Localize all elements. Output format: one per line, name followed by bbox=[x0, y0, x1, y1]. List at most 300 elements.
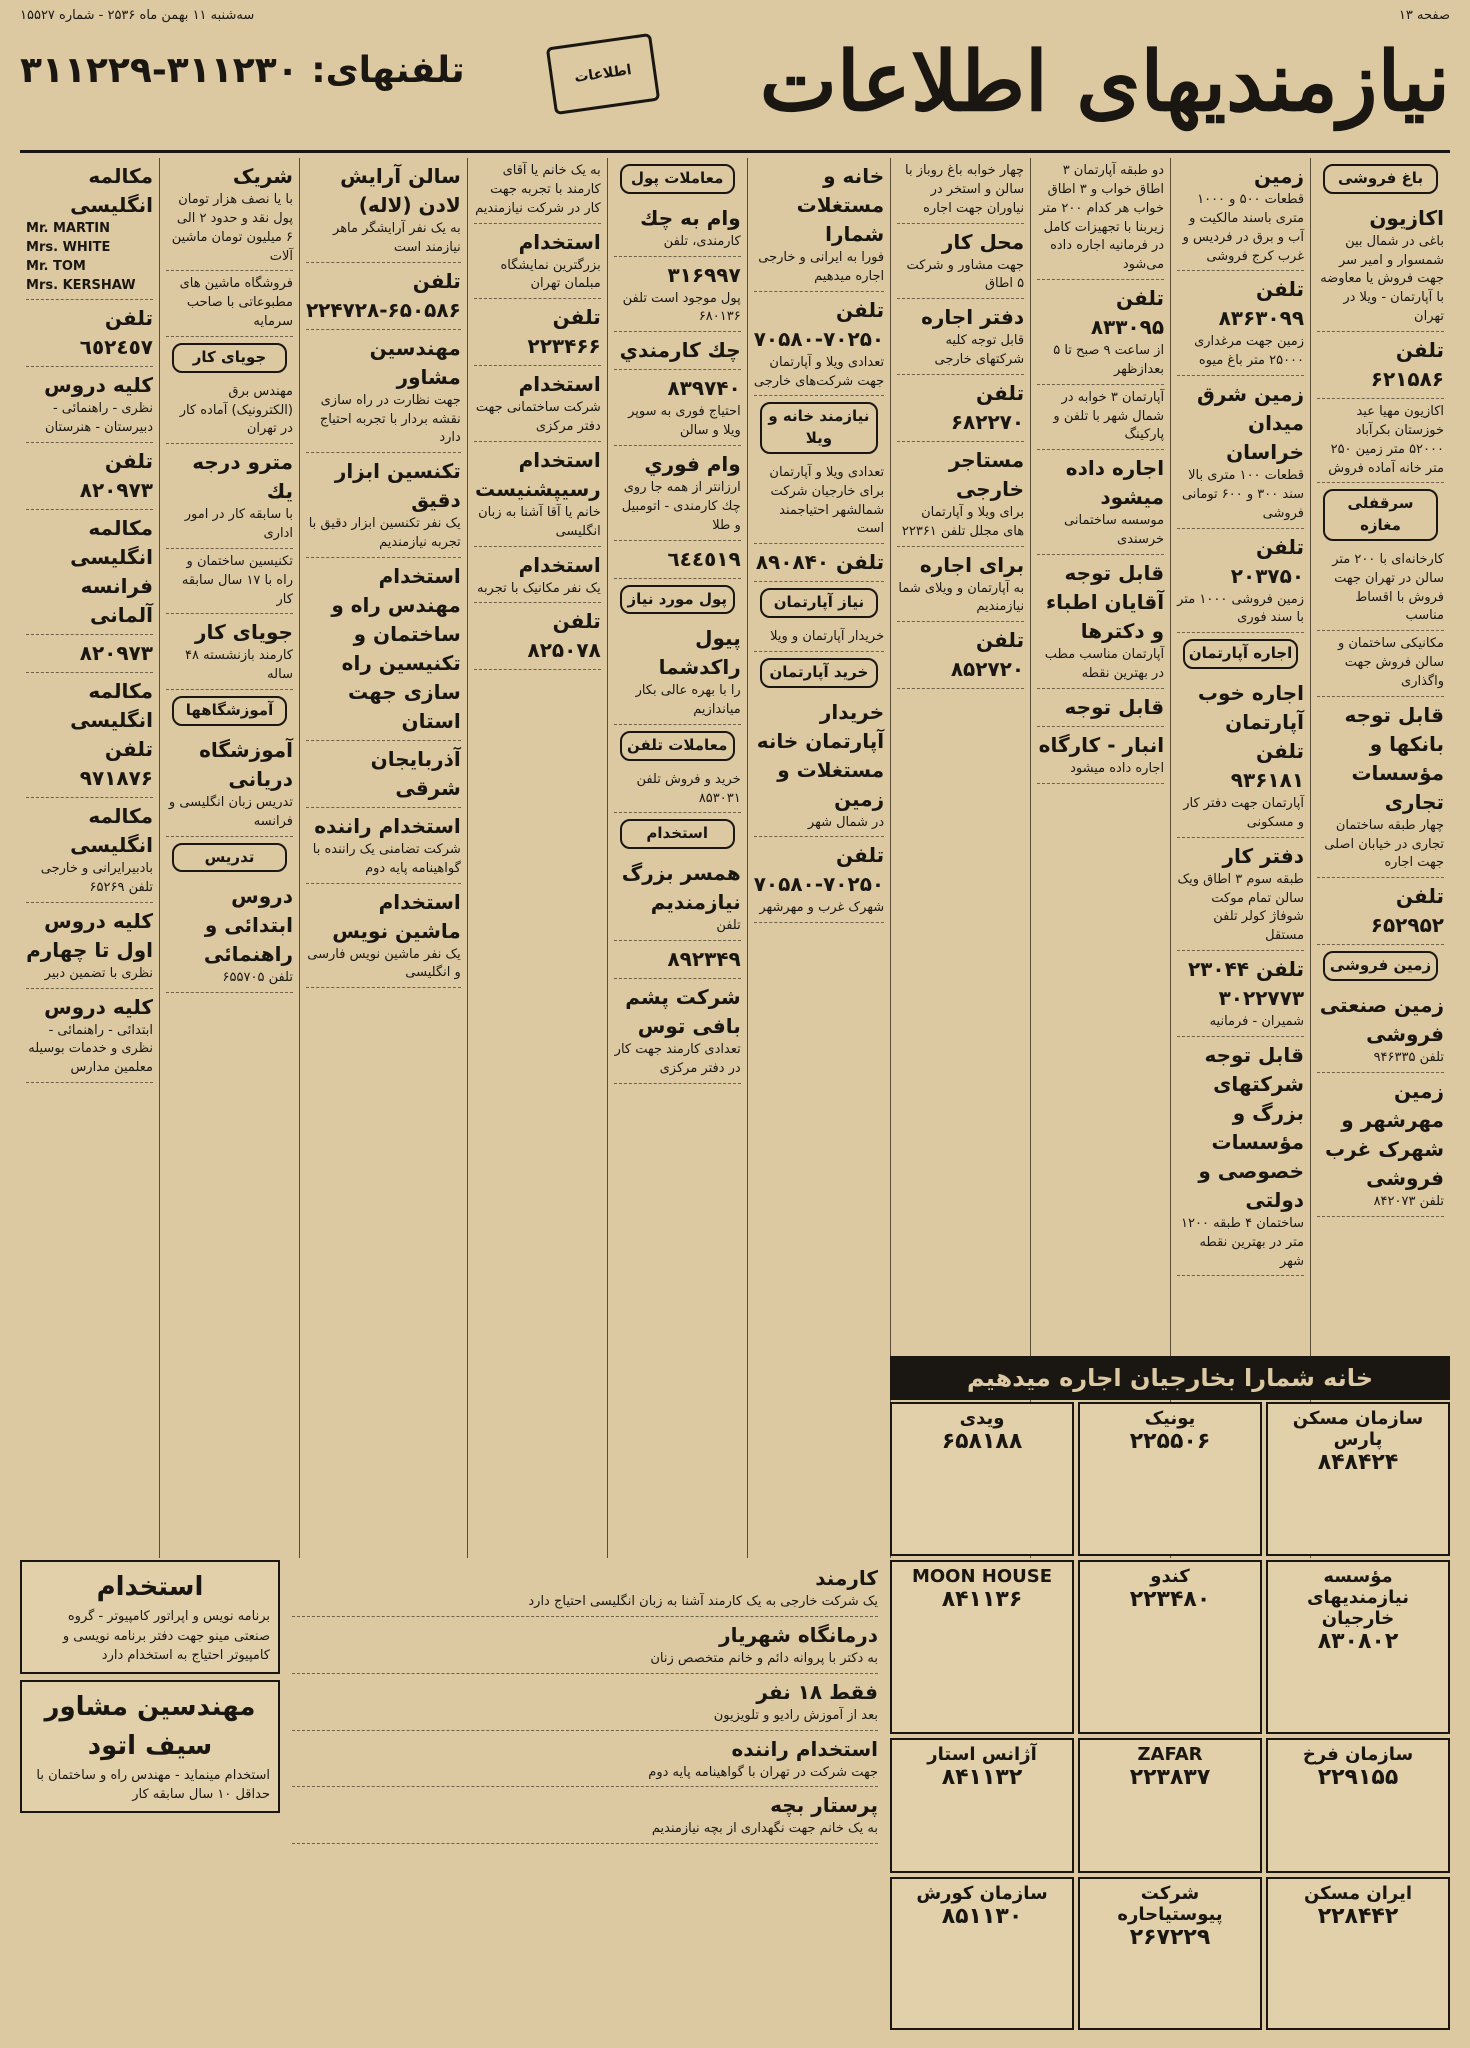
ad-headline: مكالمه انگلیسی تلفن ۹۷۱۸۷۶ bbox=[70, 679, 153, 791]
ad-body: فروشگاه ماشین های مطبوعاتی با صاحب سرمایه bbox=[179, 276, 293, 330]
ad-headline: تلفن ۶۸۲۲۷۰ bbox=[950, 380, 1025, 434]
classified-ad bbox=[897, 375, 1024, 442]
classified-ad bbox=[474, 224, 601, 300]
ad-body: ارزانتر از همه جا روی چك كارمندی - اتومبیل و طلا bbox=[621, 479, 741, 533]
ad-body: نظری - راهنمائی - دبیرستان - هنرستان bbox=[44, 401, 153, 436]
classified-ad bbox=[614, 941, 741, 979]
ad-body: یک نفر مکانیک با تجربه bbox=[476, 580, 601, 596]
agency-phone: ۸۴۱۱۳۲ bbox=[941, 1765, 1023, 1790]
ad-headline: زمین مهرشهر و شهرک غرب فروشی bbox=[1325, 1078, 1444, 1190]
ad-body: به یک نفر آرایشگر ماهر نیازمند است bbox=[333, 221, 461, 255]
classified-ad bbox=[26, 989, 153, 1084]
classified-ad bbox=[474, 299, 601, 366]
ad-headline: اجاره خوب آپارتمان تلفن ۹۳۶۱۸۱ bbox=[1197, 681, 1305, 793]
agency-ad bbox=[1266, 1560, 1450, 1735]
boxed-ad bbox=[20, 1680, 280, 1813]
classified-ad bbox=[306, 884, 461, 989]
agency-phone: ۸۴۸۴۲۴ bbox=[1317, 1450, 1399, 1475]
ad-body: به یک خانم یا آقای کارمند با تجربه جهت کار در شرکت نیازمندیم bbox=[475, 163, 601, 216]
section-heading: زمین فروشی bbox=[1323, 951, 1438, 981]
classified-ad bbox=[1317, 547, 1444, 631]
classified-ad bbox=[1177, 1037, 1304, 1277]
ad-headline: آموزشگاه دریانی bbox=[199, 737, 293, 791]
classified-columns bbox=[20, 158, 1450, 1558]
classified-ad bbox=[1177, 838, 1304, 951]
boxed-ad-body: استخدام مینماید - مهندس راه و ساختمان با حداقل ۱۰ سال سابقه کار bbox=[36, 1767, 270, 1802]
classified-ad bbox=[306, 558, 461, 741]
classified-ad bbox=[166, 614, 293, 690]
classified-ad bbox=[754, 544, 884, 582]
ad-headline: کلیه دروس bbox=[44, 373, 153, 398]
classified-ad bbox=[1177, 376, 1304, 529]
classified-ad bbox=[1037, 727, 1164, 784]
classified-ad bbox=[26, 443, 153, 510]
section-heading: نیازمند خانه و ویلا bbox=[760, 402, 878, 454]
masthead-phones bbox=[20, 50, 465, 91]
agency-ad bbox=[890, 1877, 1074, 2031]
ad-headline: استخدام رسیپشنیست bbox=[475, 447, 601, 501]
classified-ad bbox=[614, 257, 741, 333]
ad-body: جهت شرکت در تهران با گواهینامه پایه دوم bbox=[648, 1764, 878, 1780]
ad-body: آپارتمان ۳ خوابه در شمال شهر با تلفن و پارکینگ bbox=[1053, 389, 1165, 443]
agency-phone: ۲۲۳۴۸۰ bbox=[1129, 1586, 1211, 1612]
classified-ad bbox=[474, 603, 601, 670]
classified-ad bbox=[614, 855, 741, 941]
classified-ad bbox=[292, 1787, 878, 1844]
ad-headline: تلفن ۸۳۳۰۹۵ bbox=[1090, 286, 1165, 340]
section-heading: استخدام bbox=[620, 819, 735, 849]
agency-ad bbox=[1078, 1738, 1262, 1873]
masthead-title: نیازمندیهای اطلاعات bbox=[759, 34, 1450, 130]
agency-name: یونیک bbox=[1144, 1408, 1196, 1429]
agency-phone: ۲۲۵۵۰۶ bbox=[1129, 1429, 1211, 1454]
agency-phone: ۸۳۰۸۰۲ bbox=[1317, 1628, 1399, 1654]
ad-headline: تلفن ٦٥٢٤٥٧ bbox=[79, 306, 153, 360]
ad-headline: استخدام راننده bbox=[731, 1736, 878, 1761]
ad-headline: ۳۱۶۹۹۷ bbox=[667, 262, 741, 287]
agency-ad bbox=[1266, 1738, 1450, 1873]
section-heading: جویای کار bbox=[172, 343, 287, 373]
ad-headline: تلفن ۲۲۳۴۶۶ bbox=[527, 305, 601, 359]
ad-body: خریدار آپارتمان و ویلا bbox=[770, 629, 885, 644]
classified-ad bbox=[614, 200, 741, 257]
lower-left-ads bbox=[20, 1560, 280, 2030]
ad-body: نظری با تضمین دبیر bbox=[44, 965, 153, 981]
section-heading: اجاره آپارتمان bbox=[1183, 639, 1298, 669]
classified-ad bbox=[614, 446, 741, 541]
ad-body: تلفن ۸۴۲۰۷۳ bbox=[1373, 1193, 1444, 1209]
ad-headline: وام به چك bbox=[640, 205, 741, 230]
agency-phone: ۲۲۸۴۴۲ bbox=[1317, 1903, 1399, 1929]
agency-ad bbox=[1078, 1402, 1262, 1556]
lower-column bbox=[286, 1560, 884, 2030]
ad-headline: قابل توجه بانکها و مؤسسات تجاری bbox=[1344, 702, 1444, 814]
agency-ad bbox=[890, 1738, 1074, 1873]
ad-headline: تکنسین ابزار دقیق bbox=[334, 459, 461, 513]
boxed-ad-title: مهندسین مشاور سیف اتود bbox=[44, 1691, 256, 1761]
classified-ad bbox=[474, 366, 601, 442]
ad-headline: استخدام bbox=[518, 229, 601, 254]
ad-headline: سالن آرایش لادن (لاله) bbox=[340, 164, 461, 217]
classified-ad bbox=[1317, 697, 1444, 879]
ad-body: با یا نصف هزار تومان پول نقد و حدود ۲ الی ۶ میلیون تومان ماشین آلات bbox=[171, 192, 293, 264]
classified-ad bbox=[1037, 158, 1164, 280]
ad-headline: کارمند bbox=[815, 1566, 878, 1590]
phone-label: تلفنهای: bbox=[311, 50, 465, 91]
section-heading: سرقفلی مغازه bbox=[1323, 489, 1438, 541]
classified-ad bbox=[1177, 675, 1304, 838]
ad-body: اکازیون مهیا عید خوزستان بکرآباد ۵۲۰۰۰ متر زمین ۲۵۰ متر خانه آماده فروش bbox=[1328, 403, 1444, 476]
ad-headline: پرستار بچه bbox=[770, 1793, 878, 1818]
classified-ad bbox=[166, 444, 293, 549]
rental-banner: خانه شمارا بخارجیان اجاره میدهیم bbox=[890, 1356, 1450, 1400]
ad-body: شهرک غرب و مهرشهر bbox=[759, 900, 885, 916]
ad-body: شمیران - فرمانیه bbox=[1209, 1014, 1305, 1030]
ad-headline: استخدام راننده bbox=[314, 813, 461, 838]
classified-ad bbox=[897, 224, 1024, 300]
classified-ad bbox=[1177, 271, 1304, 376]
classified-ad bbox=[166, 158, 293, 271]
ad-body: به یک خانم جهت نگهداری از بچه نیازمندیم bbox=[651, 1821, 878, 1837]
classified-ad bbox=[1317, 878, 1444, 945]
classified-ad bbox=[1317, 399, 1444, 483]
ad-headline: قابل توجه bbox=[1064, 694, 1165, 719]
ad-headline: تلفن ۸۲۰۹۷۳ bbox=[79, 449, 153, 503]
section-heading: پول مورد نیاز bbox=[620, 585, 735, 615]
classified-ad bbox=[614, 332, 741, 370]
classified-ad bbox=[166, 271, 293, 337]
classified-ad bbox=[474, 158, 601, 224]
agency-ads-grid bbox=[890, 1402, 1450, 2030]
classified-ad bbox=[1177, 951, 1304, 1037]
classified-ad bbox=[1037, 385, 1164, 451]
classified-ad bbox=[306, 158, 461, 263]
agency-phone: ۶۵۸۱۸۸ bbox=[941, 1429, 1023, 1454]
ad-body: طبقه سوم ۳ اطاق ویک سالن تمام موکت شوفاژ کولر تلفن مستقل bbox=[1177, 871, 1305, 944]
classified-ad bbox=[306, 808, 461, 884]
ad-headline: استخدام bbox=[518, 372, 601, 397]
ad-headline: ۸۳۹۷۴۰ bbox=[667, 376, 741, 401]
agency-name: شرکت پیوستیاحاره bbox=[1117, 1882, 1223, 1925]
ad-body: قطعات ۵۰۰ و ۱۰۰۰ متری باسند مالکیت و آب و برق در فردیس و غرب کرج فروشی bbox=[1182, 192, 1305, 264]
ad-body: کارمندی، تلفن bbox=[663, 233, 741, 249]
agency-phone: ۸۵۱۱۳۰ bbox=[941, 1903, 1023, 1929]
column-6 bbox=[607, 158, 747, 1558]
classified-ad bbox=[306, 330, 461, 454]
classified-ad bbox=[754, 624, 884, 652]
classified-ad bbox=[614, 541, 741, 579]
column-10 bbox=[20, 158, 159, 1558]
ad-headline: خانه و مستغلات شمارا bbox=[796, 164, 885, 246]
classified-ad bbox=[897, 299, 1024, 375]
ad-headline: تلفن ۶۲۱۵۸۶ bbox=[1370, 337, 1444, 391]
boxed-ad-title: استخدام bbox=[96, 1572, 204, 1602]
ad-body: موسسه ساختمانی خرسندی bbox=[1064, 513, 1165, 548]
ad-body: زمین جهت مرغداری ۲۵۰۰۰ متر باغ میوه bbox=[1194, 334, 1305, 369]
masthead bbox=[20, 32, 1450, 153]
agency-name: کندو bbox=[1150, 1565, 1190, 1587]
ad-headline: تلفن ۸۹۰۸۴۰ bbox=[755, 550, 885, 575]
ad-body: مهندس برق (الکترونیک) آماده کار در تهران bbox=[179, 383, 293, 437]
agency-ad bbox=[1266, 1877, 1450, 2031]
classified-ad bbox=[26, 903, 153, 989]
column-7 bbox=[467, 158, 607, 1558]
section-heading: معاملات تلفن bbox=[620, 731, 735, 761]
ad-body: ابتدائی - راهنمائی - نظری و خدمات بوسیله معلمین مدارس bbox=[28, 1022, 153, 1076]
ad-body: زمین فروشی ۱۰۰۰ متر با سند فوری bbox=[1177, 591, 1305, 626]
ad-body: بعد از آموزش رادیو و تلویزیون bbox=[713, 1707, 878, 1723]
ad-headline: تلفن ۲۰۳۷۵۰ bbox=[1230, 534, 1305, 588]
ad-headline: تلفن ۲۳۰۴۴ ۳۰۲۲۷۷۳ bbox=[1187, 957, 1305, 1011]
classified-ad bbox=[897, 158, 1024, 224]
classified-ad bbox=[614, 979, 741, 1084]
classified-ad bbox=[306, 453, 461, 558]
ad-headline: ٦٤٤٥١٩ bbox=[667, 546, 741, 571]
ad-body: در شمال شهر bbox=[807, 814, 885, 830]
ad-latin-line: Mr. MARTIN bbox=[26, 221, 110, 236]
ad-headline: انبار - کارگاه bbox=[1038, 732, 1165, 757]
ad-body: تلفن bbox=[716, 918, 741, 934]
ad-headline: درمانگاه شهریار bbox=[719, 1622, 878, 1647]
agency-ad bbox=[890, 1560, 1074, 1735]
classified-ad bbox=[292, 1731, 878, 1788]
agency-name: ZAFAR bbox=[1137, 1744, 1203, 1765]
date-line: سه‌شنبه ۱۱ بهمن ماه ۲۵۳۶ - شماره ۱۵۵۲۷ bbox=[20, 7, 255, 23]
agency-phone: ۲۶۷۲۲۹ bbox=[1129, 1924, 1211, 1950]
ad-body: یک نفر تکنسین ابزار دقیق با تجربه نیازمندیم bbox=[308, 516, 461, 551]
ad-body: تعدادی کارمند جهت کار در دفتر مرکزی bbox=[614, 1041, 741, 1076]
section-heading: نیاز آپارتمان bbox=[760, 588, 878, 618]
ad-body: با سابقه کار در امور اداری bbox=[184, 507, 293, 542]
ad-body: پول موجود است تلفن ۶۸۰۱۳۶ bbox=[622, 290, 741, 325]
agency-ad bbox=[1266, 1402, 1450, 1556]
classified-ad bbox=[614, 620, 741, 725]
classified-ad bbox=[1037, 689, 1164, 727]
classified-ad bbox=[306, 741, 461, 808]
classified-ad bbox=[754, 837, 884, 923]
classified-ad bbox=[166, 878, 293, 993]
ad-headline: قابل توجه شرکتهای بزرگ و مؤسسات خصوصی و دولتی bbox=[1198, 1042, 1305, 1212]
masthead-logo: اطلاعات bbox=[546, 33, 660, 115]
classified-ad bbox=[1317, 1073, 1444, 1217]
agency-name: ایران مسکن bbox=[1303, 1882, 1413, 1904]
ad-headline: محل کار bbox=[941, 229, 1025, 254]
ad-headline: مكالمه انگلیسی bbox=[70, 164, 153, 217]
ad-body: یک نفر ماشین نویس فارسی و انگلیسی bbox=[307, 946, 461, 981]
ad-body: آپارتمان جهت دفتر کار و مسکونی bbox=[1183, 796, 1305, 830]
section-heading: تدریس bbox=[172, 843, 287, 873]
ad-body: به دکتر با پروانه دائم و خانم متخصص زنان bbox=[650, 1650, 878, 1666]
section-heading: آموزشگاهها bbox=[172, 696, 287, 726]
ad-body: اجاره داده میشود bbox=[1070, 760, 1165, 776]
classified-ad bbox=[1177, 158, 1304, 271]
classified-ad bbox=[474, 547, 601, 604]
classified-ad bbox=[1317, 631, 1444, 697]
ad-headline: آذربایجان شرقی bbox=[370, 746, 461, 800]
agency-name: MOON HOUSE bbox=[911, 1565, 1053, 1587]
top-strip bbox=[20, 4, 1450, 26]
ad-headline: تلفن ۷۰۲۵۰-۷۰۵۸۰ bbox=[753, 843, 885, 897]
ad-headline: چك كارمندي bbox=[619, 338, 741, 363]
ad-body: قابل توجه کلیه شرکتهای خارجی bbox=[934, 333, 1025, 368]
ad-body: آپارتمان مناسب مطب در بهترین نقطه bbox=[1044, 646, 1165, 681]
ad-headline: زمین شرق میدان خراسان bbox=[1197, 382, 1305, 465]
ad-body: بزرگترین نمایشگاه مبلمان تهران bbox=[500, 257, 601, 292]
ad-body: خانم یا آقا آشنا به زبان انگلیسی bbox=[478, 504, 601, 539]
ad-body: قطعات ۱۰۰ متری بالا سند ۳۰۰ و ۶۰۰ تومانی فروشی bbox=[1181, 468, 1305, 521]
classified-ad bbox=[26, 367, 153, 443]
ad-body: کارمند بازنشسته ۴۸ ساله bbox=[185, 648, 293, 683]
agency-ad bbox=[1078, 1560, 1262, 1735]
classified-ad bbox=[614, 767, 741, 814]
classified-ad bbox=[474, 442, 601, 547]
ad-headline: وام فوري bbox=[644, 451, 741, 476]
page-label: صفحه ۱۳ bbox=[1398, 7, 1450, 23]
ad-body: فورا به ایرانی و خارجی اجاره میدهیم bbox=[758, 250, 885, 284]
ad-headline: مكالمه انگلیسی bbox=[70, 804, 153, 858]
ad-body: تعدادی ویلا و آپارتمان جهت شرکت‌های خارجی bbox=[753, 354, 885, 389]
ad-body: دو طبقه آپارتمان ۳ اطاق خواب و ۳ اطاق خواب هر کدام ۲۰۰ متر زیربنا با تجهیزات کامل در فرمانیه اجاره داده می‌شود bbox=[1039, 163, 1165, 273]
ad-body: تدریس زبان انگلیسی و فرانسه bbox=[168, 794, 293, 829]
ad-body: شرکت ساختمانی جهت دفتر مرکزی bbox=[475, 400, 601, 435]
agency-name: ویدی bbox=[959, 1408, 1005, 1429]
ad-headline: اکازیون bbox=[1369, 205, 1444, 230]
classified-ad bbox=[754, 694, 884, 838]
classified-ad bbox=[754, 292, 884, 397]
ad-latin-line: Mrs. KERSHAW bbox=[26, 277, 136, 293]
agency-ad bbox=[890, 1402, 1074, 1556]
column-8 bbox=[299, 158, 467, 1558]
column-2 bbox=[1170, 158, 1310, 1558]
ad-headline: كلیه دروس اول تا چهارم bbox=[26, 908, 153, 962]
column-3 bbox=[1030, 158, 1170, 1558]
classified-ad bbox=[26, 158, 153, 300]
agency-name: سازمان فرخ bbox=[1302, 1744, 1414, 1765]
ad-headline: برای اجاره bbox=[919, 552, 1025, 577]
ad-headline: قابل توجه آقایان اطباء و دکترها bbox=[1045, 560, 1165, 643]
ad-headline: همسر بزرگ نیازمندیم bbox=[621, 861, 741, 915]
classified-ad bbox=[26, 673, 153, 798]
agency-ad bbox=[1078, 1877, 1262, 2031]
ad-headline: استخدام bbox=[518, 552, 601, 577]
boxed-ad bbox=[20, 1560, 280, 1674]
column-5 bbox=[747, 158, 890, 1558]
classified-ad bbox=[26, 300, 153, 367]
ad-headline: تلفن ۸۵۲۷۲۰ bbox=[950, 628, 1025, 682]
classified-ad bbox=[1177, 529, 1304, 634]
ad-headline: تلفن ۶۵۰۵۸۶-۲۲۴۷۲۸ bbox=[305, 268, 461, 322]
ad-headline: دروس ابتدائی و راهنمائی bbox=[203, 884, 293, 967]
ad-headline: تلفن ۶۵۲۹۵۲ bbox=[1370, 884, 1444, 938]
ad-headline: دفتر اجاره bbox=[921, 305, 1025, 330]
ad-headline: تلفن ۸۲۵۰۷۸ bbox=[527, 609, 601, 663]
section-heading: خرید آپارتمان bbox=[760, 658, 878, 688]
classified-ad bbox=[1037, 280, 1164, 385]
ad-headline: تلفن ۷۰۲۵۰-۷۰۵۸۰ bbox=[753, 297, 885, 351]
ad-body: یک شرکت خارجی به یک کارمند آشنا به زبان انگلیسی احتیاج دارد bbox=[528, 1594, 878, 1609]
ad-body: تکنیسین ساختمان و راه با ۱۷ سال سابقه کار bbox=[181, 553, 293, 607]
section-heading: باغ فروشی bbox=[1323, 164, 1438, 194]
classified-ad bbox=[292, 1674, 878, 1731]
classified-ad bbox=[166, 549, 293, 615]
classified-ad bbox=[306, 263, 461, 330]
classified-ad bbox=[897, 622, 1024, 689]
ad-body: از ساعت ۹ صبح تا ۵ بعدازظهر bbox=[1053, 343, 1165, 377]
classified-ad bbox=[26, 635, 153, 673]
ad-body: جهت مشاور و شرکت ۵ اطاق bbox=[906, 257, 1025, 292]
ad-body: جهت نظارت در راه سازی نقشه بردار با تجربه احتیاج دارد bbox=[319, 392, 461, 446]
ad-headline: دفتر کار bbox=[1222, 843, 1305, 868]
column-4 bbox=[890, 158, 1030, 1558]
ad-body: باغی در شمال بین شمسوار و امیر سر جهت فروش یا معاوضه با آپارتمان - ویلا در تهران bbox=[1320, 233, 1444, 325]
ad-headline: مستاجر خارجی bbox=[948, 447, 1025, 501]
agency-name: سازمان مسکن پارس bbox=[1292, 1408, 1424, 1450]
ad-body: احتیاج فوری به سوپر ویلا و سالن bbox=[628, 404, 741, 439]
classified-ad bbox=[1317, 200, 1444, 332]
phone-numbers: ۳۱۱۲۳۰-۳۱۱۲۲۹ bbox=[20, 50, 299, 91]
ad-body: را با بهره عالی بکار میاندازیم bbox=[635, 683, 741, 718]
ad-headline: مهندسین مشاور bbox=[369, 335, 461, 389]
ad-headline: استخدام مهندس راه و ساختمان و تکنیسین راه سازی جهت استان bbox=[331, 563, 461, 733]
classified-ad bbox=[1317, 332, 1444, 399]
classified-ad bbox=[292, 1617, 878, 1674]
ad-body: خرید و فروش تلفن ۸۵۳۰۳۱ bbox=[636, 771, 741, 806]
column-1 bbox=[1310, 158, 1450, 1558]
ad-headline: خریدار آپارتمان خانه مستغلات و زمین bbox=[756, 699, 885, 811]
classified-ad bbox=[292, 1560, 878, 1617]
ad-body: به آپارتمان و ویلای شما نیازمندیم bbox=[898, 580, 1025, 615]
ad-headline: فقط ۱۸ نفر bbox=[756, 1679, 878, 1704]
ad-headline: استخدام ماشین نویس bbox=[332, 889, 461, 943]
ad-body: چهار خوابه باغ روباز با سالن و استخر در نیاوران جهت اجاره bbox=[905, 163, 1025, 216]
agency-phone: ۲۲۹۱۵۵ bbox=[1317, 1765, 1399, 1790]
ad-body: برای ویلا و آپارتمان های مجلل تلفن ۲۲۳۶۱ bbox=[901, 504, 1025, 539]
ad-headline: زمین bbox=[1253, 164, 1305, 188]
section-heading: معاملات پول bbox=[620, 164, 735, 194]
ad-headline: شرکت پشم بافی توس bbox=[625, 984, 741, 1038]
ad-headline: شریک bbox=[232, 164, 293, 188]
ad-body: ساختمان ۴ طبقه ۱۲۰۰ متر در بهترین نقطه شهر bbox=[1181, 1215, 1305, 1269]
ad-body: مکانیکی ساختمان و سالن فروش جهت واگذاری bbox=[1337, 636, 1444, 689]
classified-ad bbox=[26, 510, 153, 635]
ad-headline: پیول راکدشما bbox=[658, 626, 741, 680]
ad-body: تعدادی ویلا و آپارتمان برای خارجیان شرکت شمالشهر احتیاجمند است bbox=[769, 464, 885, 537]
agency-phone: ۲۲۳۸۳۷ bbox=[1129, 1765, 1211, 1790]
agency-name: آژانس استار bbox=[927, 1744, 1037, 1765]
column-9 bbox=[159, 158, 299, 1558]
ad-headline: ۸۹۲۳۴۹ bbox=[667, 946, 741, 971]
classified-ad bbox=[754, 460, 884, 544]
classified-ad bbox=[26, 798, 153, 903]
classified-ad bbox=[1037, 450, 1164, 555]
ad-body: کارخانه‌ای با ۲۰۰ متر سالن در تهران جهت فروش با اقساط مناسب bbox=[1332, 551, 1444, 624]
lower-middle-ads bbox=[286, 1560, 884, 2030]
ad-body: چهار طبقه ساختمان تجاری در خیابان اصلی جهت اجاره bbox=[1324, 817, 1444, 871]
agency-name: مؤسسه نیازمندیهای خارجیان bbox=[1306, 1565, 1409, 1629]
ad-headline: تلفن ۸۳۶۳۰۹۹ bbox=[1218, 277, 1305, 331]
ad-headline: ٨٢٠٩٧٣ bbox=[79, 641, 153, 666]
ad-body: تلفن ۶۵۵۷۰۵ bbox=[222, 970, 293, 986]
ad-headline: مكالمه انگلیسی فرانسه آلمانی bbox=[70, 516, 153, 628]
classified-ad bbox=[1317, 987, 1444, 1073]
ad-body: تلفن ۹۴۶۳۳۵ bbox=[1373, 1050, 1444, 1066]
agency-phone: ۸۴۱۱۳۶ bbox=[941, 1586, 1023, 1612]
boxed-ad-body: برنامه نویس و اپراتور کامپیوتر - گروه صنعتی مینو جهت دفتر برنامه نویسی و کامپیوتر احتیاج به استخدام دارد bbox=[62, 1609, 270, 1663]
classified-ad bbox=[897, 547, 1024, 623]
ad-latin-line: Mr. TOM bbox=[26, 258, 86, 274]
classified-ad bbox=[614, 370, 741, 446]
ad-headline: مترو درجه یك bbox=[192, 450, 293, 504]
